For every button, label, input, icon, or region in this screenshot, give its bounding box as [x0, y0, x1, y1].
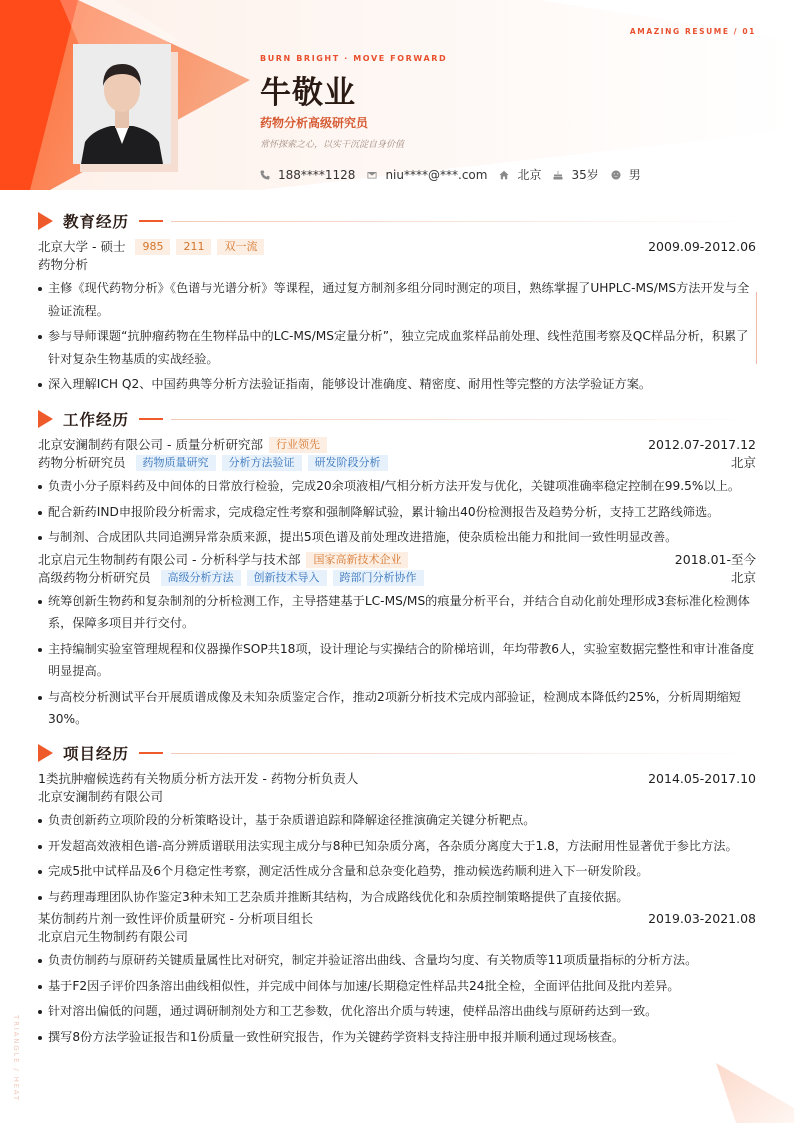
title-dash — [139, 220, 163, 222]
side-accent-bar — [756, 292, 757, 364]
profile-photo — [73, 44, 171, 164]
contact-email — [367, 168, 487, 182]
projects-section — [38, 742, 756, 1048]
page-tag: AMAZING RESUME / 01 — [629, 27, 756, 36]
contact-age — [553, 166, 598, 183]
skill-tag: 跨部门分析协作 — [333, 570, 424, 586]
job-city: 北京 — [730, 455, 756, 470]
project-date: 2019.03-2021.08 — [648, 911, 756, 926]
project-date: 2014.05-2017.10 — [648, 771, 756, 786]
mail-icon — [367, 170, 377, 180]
edu-major: 药物分析 — [38, 257, 89, 272]
list-item: 完成5批中试样品及6个月稳定性考察，测定活性成分含量和总杂变化趋势，推动候选药顺利进入下一研发阶段。 — [38, 860, 756, 883]
role-name: 药物分析研究员 — [38, 455, 126, 470]
list-item: 与高校分析测试平台开展质谱成像及未知杂质鉴定合作，推动2项新分析技术完成内部验证，检测成本降低约25%，分析周期缩短30%。 — [38, 686, 756, 731]
person-avatar-icon — [73, 44, 171, 164]
skill-tag: 研发阶段分析 — [308, 455, 388, 471]
footer-decoration — [674, 1053, 794, 1123]
job-city: 北京 — [730, 569, 756, 585]
list-item: 负责小分子原料药及中间体的日常放行检验，完成20余项液相/气相分析方法开发与优化，关键项准确率稳定控制在99.5%以上。 — [38, 475, 756, 498]
header-info — [260, 54, 653, 183]
project-bullets — [38, 809, 756, 908]
company-badge: 国家高新技术企业 — [306, 552, 408, 568]
project-org: 北京启元生物制药有限公司 — [38, 929, 189, 944]
project-bullets — [38, 949, 756, 1048]
email-text: niu****@***.com — [385, 167, 488, 182]
smile-icon — [611, 170, 621, 180]
skill-tag: 高级分析方法 — [161, 570, 241, 586]
home-icon — [499, 170, 509, 180]
title-dash — [139, 752, 163, 754]
triangle-icon — [38, 212, 53, 230]
list-item: 负责创新药立项阶段的分析策略设计，基于杂质谱追踪和降解途径推演确定关键分析靶点。 — [38, 809, 756, 832]
education-section — [38, 210, 756, 396]
section-header — [38, 210, 756, 232]
list-item: 针对溶出偏低的问题，通过调研制剂处方和工艺参数，优化溶出介质与转速，使样品溶出曲线与原研药达到一致。 — [38, 1000, 756, 1023]
project-row — [38, 910, 756, 928]
role-row — [38, 454, 756, 472]
skill-tag: 创新技术导入 — [247, 570, 327, 586]
edu-tag: 双一流 — [217, 239, 264, 255]
job-bullets — [38, 590, 756, 731]
city-text: 北京 — [517, 168, 542, 182]
contact-phone — [260, 168, 355, 182]
triangle-icon — [38, 744, 53, 762]
age-text: 35岁 — [571, 168, 599, 182]
candidate-name: 牛敬业 — [260, 75, 356, 111]
phone-text: 188****1128 — [278, 167, 356, 182]
gender-text: 男 — [628, 168, 641, 182]
motto: BURN BRIGHT · MOVE FORWARD — [260, 54, 448, 63]
contact-city — [499, 166, 541, 183]
phone-icon — [260, 170, 270, 180]
job-date: 2012.07-2017.12 — [648, 437, 756, 452]
skill-tag: 药物质量研究 — [136, 455, 216, 471]
job-date: 2018.01-至今 — [674, 551, 756, 567]
work-section — [38, 408, 756, 731]
edu-date: 2009.09-2012.06 — [648, 239, 756, 254]
list-item: 基于F2因子评价四条溶出曲线相似性，并完成中间体与加速/长期稳定性样品共24批全检，全面评估批间及批内差异。 — [38, 975, 756, 998]
list-item: 主修《现代药物分析》《色谱与光谱分析》等课程，通过复方制剂多组分同时测定的项目，熟练掌握了UHPLC-MS/MS方法开发与全验证流程。 — [38, 277, 756, 322]
section-title: 项目经历 — [63, 745, 130, 763]
project-row — [38, 770, 756, 788]
list-item: 统筹创新生物药和复杂制剂的分析检测工作，主导搭建基于LC-MS/MS的痕量分析平台，并结合自动化前处理形成3套标准化检测体系，保障多项目并行交付。 — [38, 590, 756, 635]
edu-tag: 985 — [135, 239, 170, 255]
contact-bar — [260, 166, 653, 183]
title-dash — [139, 418, 163, 420]
list-item: 开发超高效液相色谱-高分辨质谱联用法实现主成分与8种已知杂质分离，各杂质分离度大于1.8，方法耐用性显著优于参比方法。 — [38, 835, 756, 858]
contact-gender — [611, 166, 641, 183]
project-org: 北京安澜制药有限公司 — [38, 789, 164, 804]
job-row — [38, 436, 756, 454]
side-tag: TRIANGLE / HEAT — [12, 1015, 20, 1102]
edu-bullets — [38, 277, 756, 396]
title-line — [171, 221, 756, 222]
list-item: 与制剂、合成团队共同追溯异常杂质来源，提出5项色谱及前处理改进措施，使杂质检出能力和批间一致性明显改善。 — [38, 526, 756, 549]
section-title: 工作经历 — [63, 411, 130, 429]
role-row — [38, 569, 756, 587]
list-item: 参与导师课题“抗肿瘤药物在生物样品中的LC-MS/MS定量分析”，独立完成血浆样品前处理、线性范围考察及QC样品分析，积累了针对复杂生物基质的实战经验。 — [38, 325, 756, 370]
job-row — [38, 551, 756, 569]
list-item: 负责仿制药与原研药关键质量属性比对研究，制定并验证溶出曲线、含量均匀度、有关物质等11项质量指标的分析方法。 — [38, 949, 756, 972]
skill-tag: 分析方法验证 — [222, 455, 302, 471]
section-title: 教育经历 — [63, 213, 130, 231]
job-bullets — [38, 475, 756, 549]
company-name: 北京启元生物制药有限公司 - 分析科学与技术部 — [38, 551, 301, 567]
list-item: 配合新药IND申报阶段分析需求，完成稳定性考察和强制降解试验，累计输出40份检测报告及趋势分析，支持工艺路线筛选。 — [38, 501, 756, 524]
cake-icon — [553, 170, 563, 180]
title-line — [171, 419, 756, 420]
list-item: 撰写8份方法学验证报告和1份质量一致性研究报告，作为关键药学资料支持注册申报并顺利通过现场核查。 — [38, 1026, 756, 1049]
project-name: 某仿制药片剂一致性评价质量研究 - 分析项目组长 — [38, 911, 313, 926]
list-item: 与药理毒理团队协作鉴定3种未知工艺杂质并推断其结构，为合成路线优化和杂质控制策略提供了直接依据。 — [38, 886, 756, 909]
slogan: 常怀探索之心，以实干沉淀自身价值 — [260, 140, 405, 150]
company-name: 北京安澜制药有限公司 - 质量分析研究部 — [38, 437, 263, 452]
section-header — [38, 742, 756, 764]
project-name: 1类抗肿瘤候选药有关物质分析方法开发 - 药物分析负责人 — [38, 771, 359, 786]
section-header — [38, 408, 756, 430]
triangle-icon — [38, 410, 53, 428]
list-item: 深入理解ICH Q2、中国药典等分析方法验证指南，能够设计准确度、精密度、耐用性等完整的方法学验证方案。 — [38, 373, 756, 396]
edu-tag: 211 — [176, 239, 211, 255]
job-title: 药物分析高级研究员 — [260, 116, 369, 130]
school-name: 北京大学 - 硕士 — [38, 239, 126, 254]
title-line — [171, 753, 756, 754]
role-name: 高级药物分析研究员 — [38, 569, 151, 585]
list-item: 主持编制实验室管理规程和仪器操作SOP共18项，设计理论与实操结合的阶梯培训，年均带教6人，实验室数据完整性和审计准备度明显提高。 — [38, 638, 756, 683]
edu-row — [38, 238, 756, 256]
company-badge: 行业领先 — [269, 437, 327, 453]
